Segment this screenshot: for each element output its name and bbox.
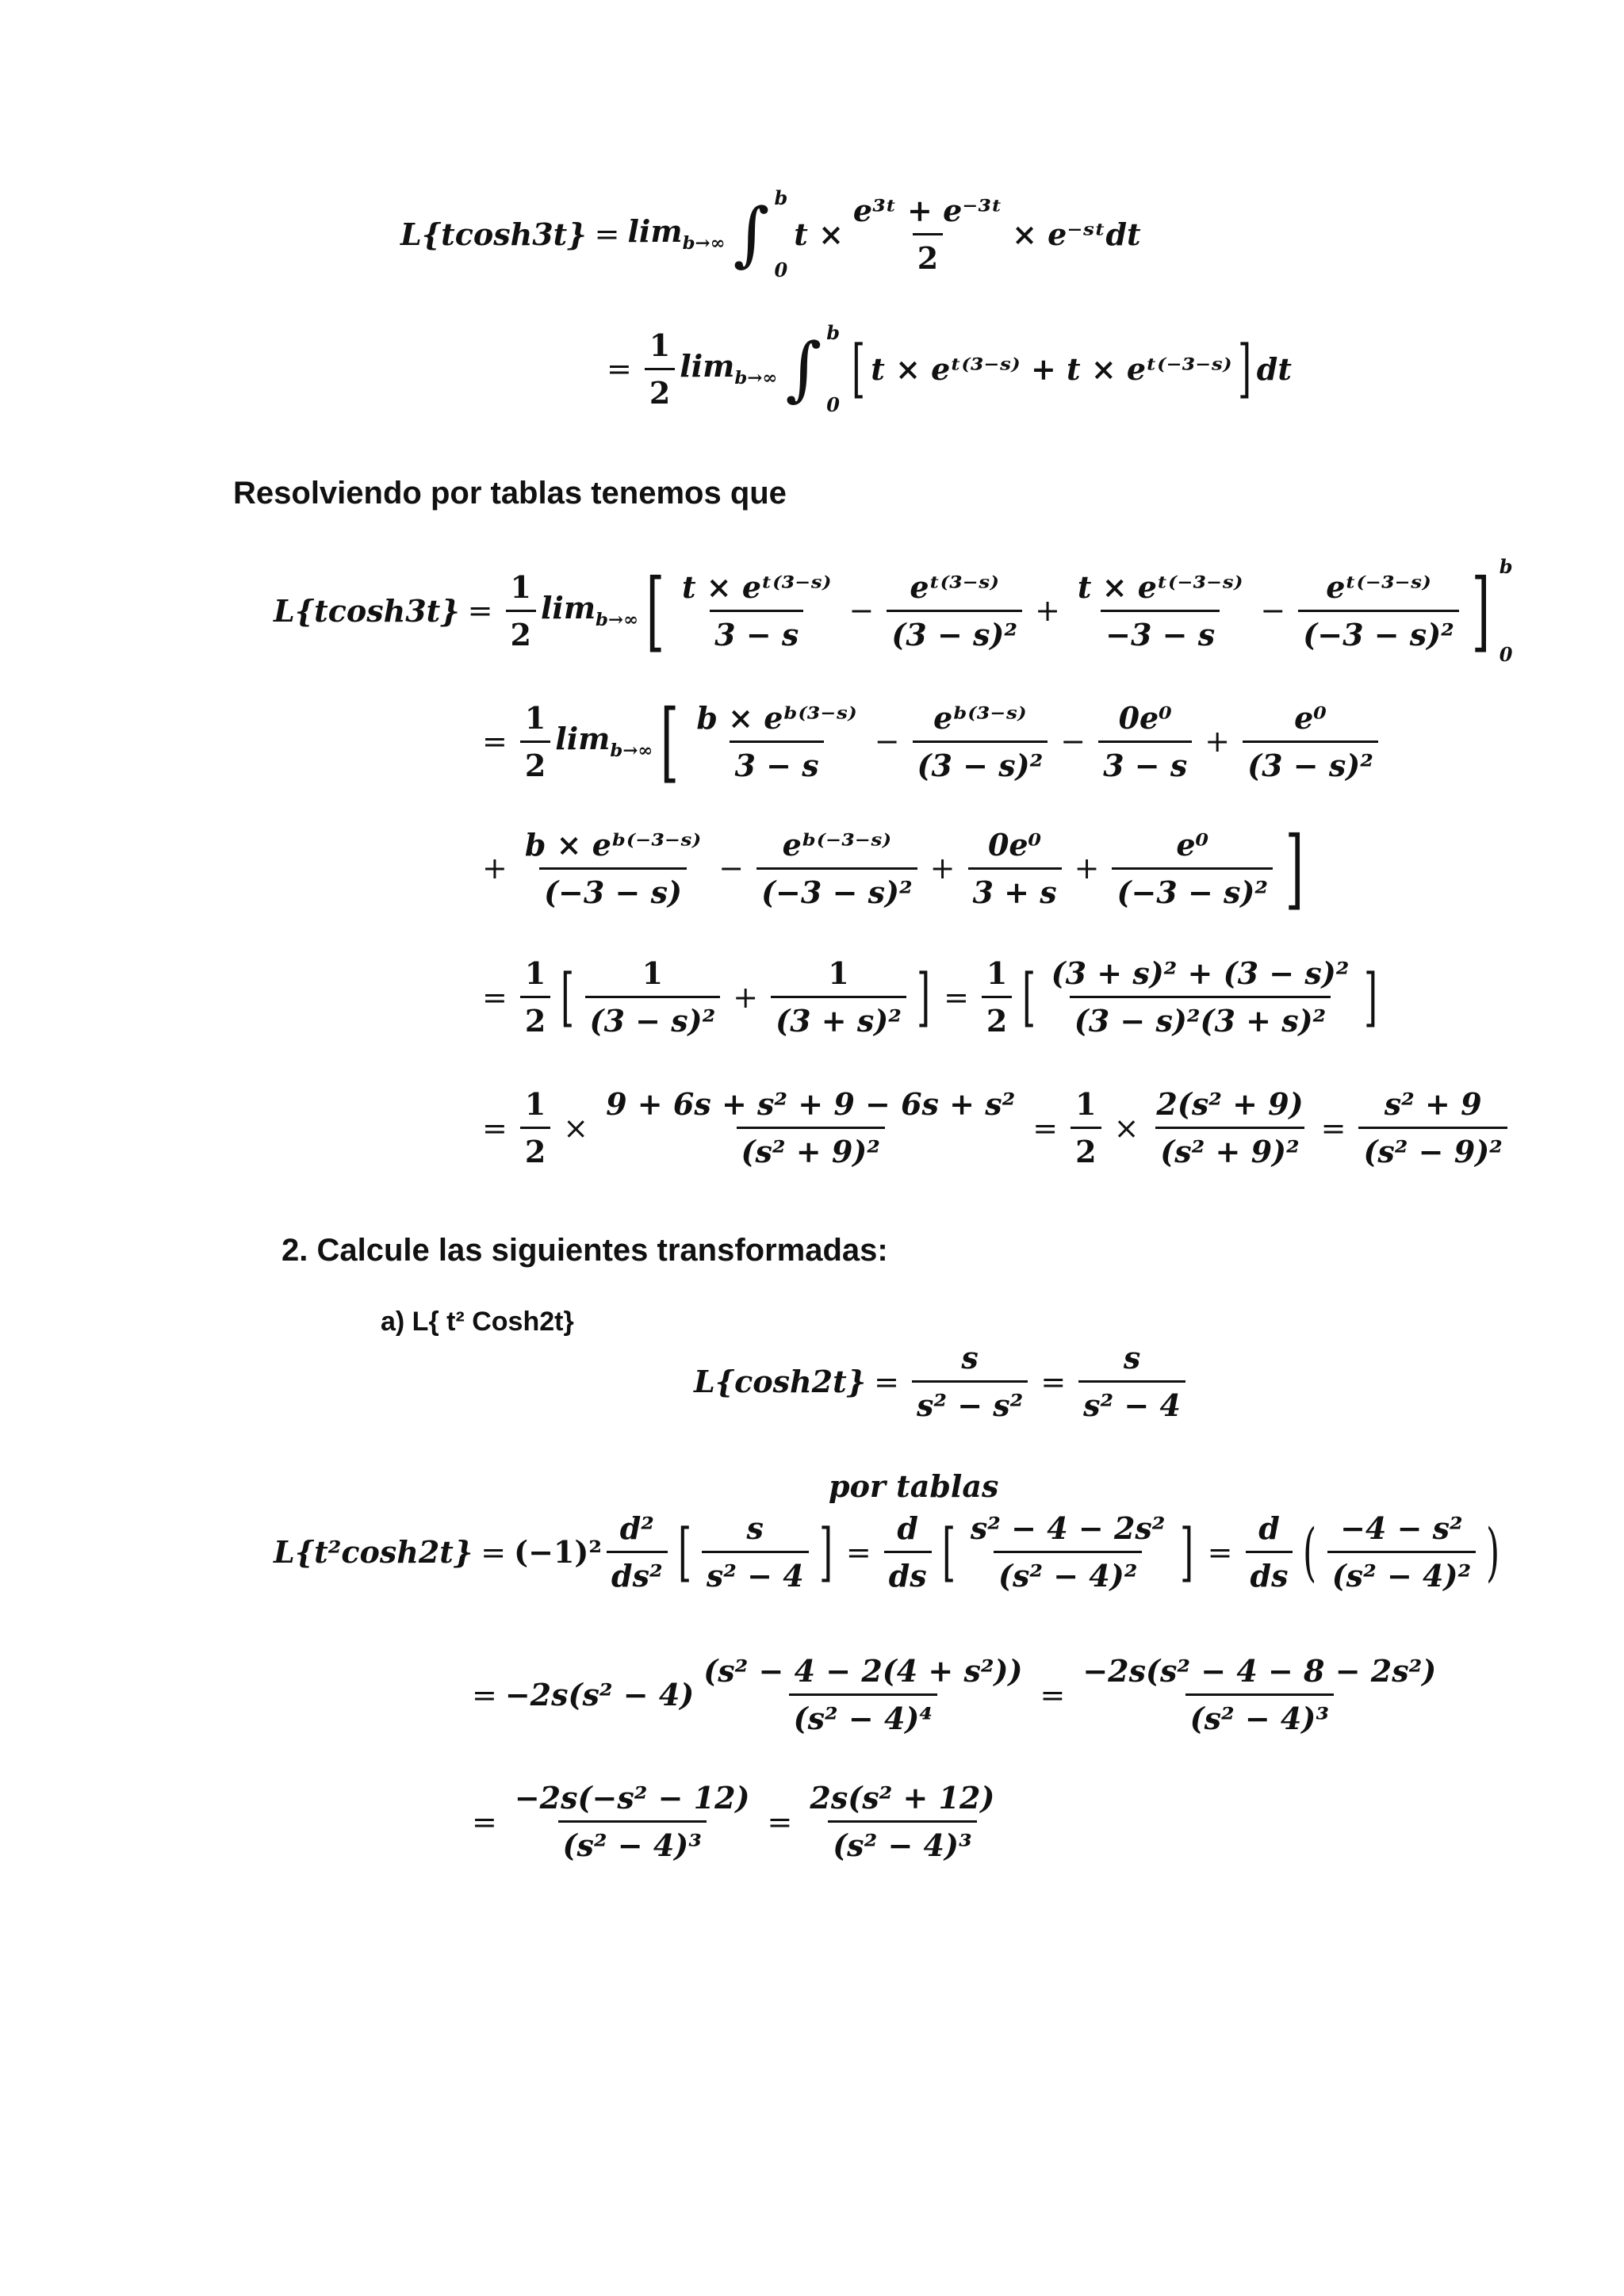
term-1: $\frac{\text{t × eᵗ⁽³⁻ˢ⁾}}{3 - s}$ [682,568,832,652]
term-2: $\frac{\text{eᵗ⁽³⁻ˢ⁾}}{\text{(3 − s)²}}$ [887,569,1022,652]
evaluation-limits: b 0 [1499,555,1513,666]
left-bracket: [ [852,331,866,405]
section-heading-tablas: Resolviendo por tablas tenemos que [233,476,787,511]
fraction-half: $\frac{1}{2}$ [645,327,675,411]
equation-laplace-definition [400,186,1141,281]
equation-lhs: L{tcosh3t} [400,216,587,252]
right-bracket: ] [1237,331,1251,405]
right-bracket: ] [1285,817,1304,919]
equation-final-result-2: = $\frac{\text{−2s(−s² − 12)}}{\text{(s² − 4)³}}$ = $\frac{\text{2s(s² + 12)}}{\text{(s² − 4)³}}$ [472,1780,995,1863]
limit-label: $\lim_{b\to\infty}$ [555,721,653,762]
equals-sign: = [594,216,620,251]
integral-limits: b 0 [826,321,841,416]
term-4: $\frac{\text{eᵗ⁽⁻³⁻ˢ⁾}}{\text{(−3 − s)²}}$ [1298,569,1459,652]
integral-limits: b 0 [774,186,788,281]
equation-final-result-1: = $\frac{1}{2}$ × $\frac{\text{9 + 6s + s² + 9 − 6s + s²}}{\text{(s² + 9)²}}$ = $\frac{1}{2}$ × $\frac{\text{2(s² + 9)}}{\text{(s² + 9)²}}$ = $\frac{\text{s² + 9}}{\text{(s² − 9)²}}$ [474,1086,1512,1169]
equation-t2-cosh2t: L{t²cosh2t} = (−1)² $\frac{\text{d²}}{\text{ds²}}$ [ $\frac{s}{\text{s² − 4}}$ ] = $\frac{d}{ds}$ [ $\frac{\text{s² − 4 − 2s²}}{\text{(s² − 4)²}}$ ] = $\frac{d}{ds}$ ( $\frac{\text{−4 − s²}}{\text{(s² − 4)²}}$ ) [274,1510,1500,1594]
factor-t: t × [794,216,844,252]
limit-label: $\lim_{b\to\infty}$ [680,348,778,389]
fraction-cosh: $\frac{\text{e³ᵗ + e⁻³ᵗ}}{2}$ [852,192,1003,276]
exponential-kernel: × e⁻ˢᵗdt [1012,216,1141,252]
left-bracket: [ [661,691,680,792]
limit-label: $\lim_{b\to\infty}$ [627,213,726,254]
integral-sign: ∫ [733,193,770,274]
integrand: t × eᵗ⁽³⁻ˢ⁾ + t × eᵗ⁽⁻³⁻ˢ⁾ [871,350,1232,387]
right-bracket: ] [1471,560,1491,661]
integral-sign: ∫ [785,327,822,409]
left-bracket: [ [645,560,665,661]
equation-cosh2t: L{cosh2t} = $\frac{s}{\text{s² − s²}}$ = $\frac{s}{\text{s² − 4}}$ [694,1340,1190,1423]
limit-label: $\lim_{b\to\infty}$ [540,590,639,631]
equation-evaluated-part2: + $\frac{\text{b × eᵇ⁽⁻³⁻ˢ⁾}}{(-3 - s)}$ − $\frac{\text{eᵇ⁽⁻³⁻ˢ⁾}}{\text{(−3 − s)²}}$ + $\frac{\text{0e⁰}}{3 + s}$ + $\frac{\text{e⁰}}{\text{(−3 − s)²}}$ ] [482,817,1304,919]
equation-antiderivative: L{tcosh3t} = $\frac{1}{2}$ $\lim_{b\to\infty}$ [ $\frac{\text{t × eᵗ⁽³⁻ˢ⁾}}{3 - s}$ − $\frac{\text{eᵗ⁽³⁻ˢ⁾}}{\text{(3 − s)²}}$ + $\frac{\text{t × eᵗ⁽⁻³⁻ˢ⁾}}{-3 - s}$ − $\frac{\text{eᵗ⁽⁻³⁻ˢ⁾}}{\text{(−3 − s)²}}$ ] b 0 [274,555,1513,666]
equation-evaluated-part1: = $\frac{1}{2}$ $\lim_{b\to\infty}$ [ $\frac{\text{b × eᵇ⁽³⁻ˢ⁾}}{3 - s}$ − $\frac{\text{eᵇ⁽³⁻ˢ⁾}}{\text{(3 − s)²}}$ − $\frac{\text{0e⁰}}{3 - s}$ + $\frac{\text{e⁰}}{\text{(3 − s)²}}$ [474,698,1383,785]
item-a-label: a) L{ t² Cosh2t} [381,1307,574,1337]
note-por-tablas: por tablas [829,1468,999,1504]
section-heading-transformadas: 2. Calcule las siguientes transformadas: [282,1233,888,1268]
term-3: $\frac{\text{t × eᵗ⁽⁻³⁻ˢ⁾}}{-3 - s}$ [1077,568,1243,652]
equation-simplified-sum: = $\frac{1}{2}$ [ $\frac{1}{\text{(3 − s)²}}$ + $\frac{1}{\text{(3 + s)²}}$ ] = $\frac{1}{2}$ [ $\frac{\text{(3 + s)² + (3 − s)²}}{\text{(3 − s)²(3 + s)²}}$ ] [482,955,1378,1039]
equation-split-integral: = $\frac{1}{2}$ $\lim_{b\to\infty}$ ∫ b 0 [ t × eᵗ⁽³⁻ˢ⁾ + t × eᵗ⁽⁻³⁻ˢ⁾ ] dt [607,321,1292,416]
equation-derivative-expanded: = −2s(s² − 4) $\frac{\text{(s² − 4 − 2(4 + s²))}}{\text{(s² − 4)⁴}}$ = $\frac{\text{−2s(s² − 4 − 8 − 2s²)}}{\text{(s² − 4)³}}$ [472,1653,1437,1736]
